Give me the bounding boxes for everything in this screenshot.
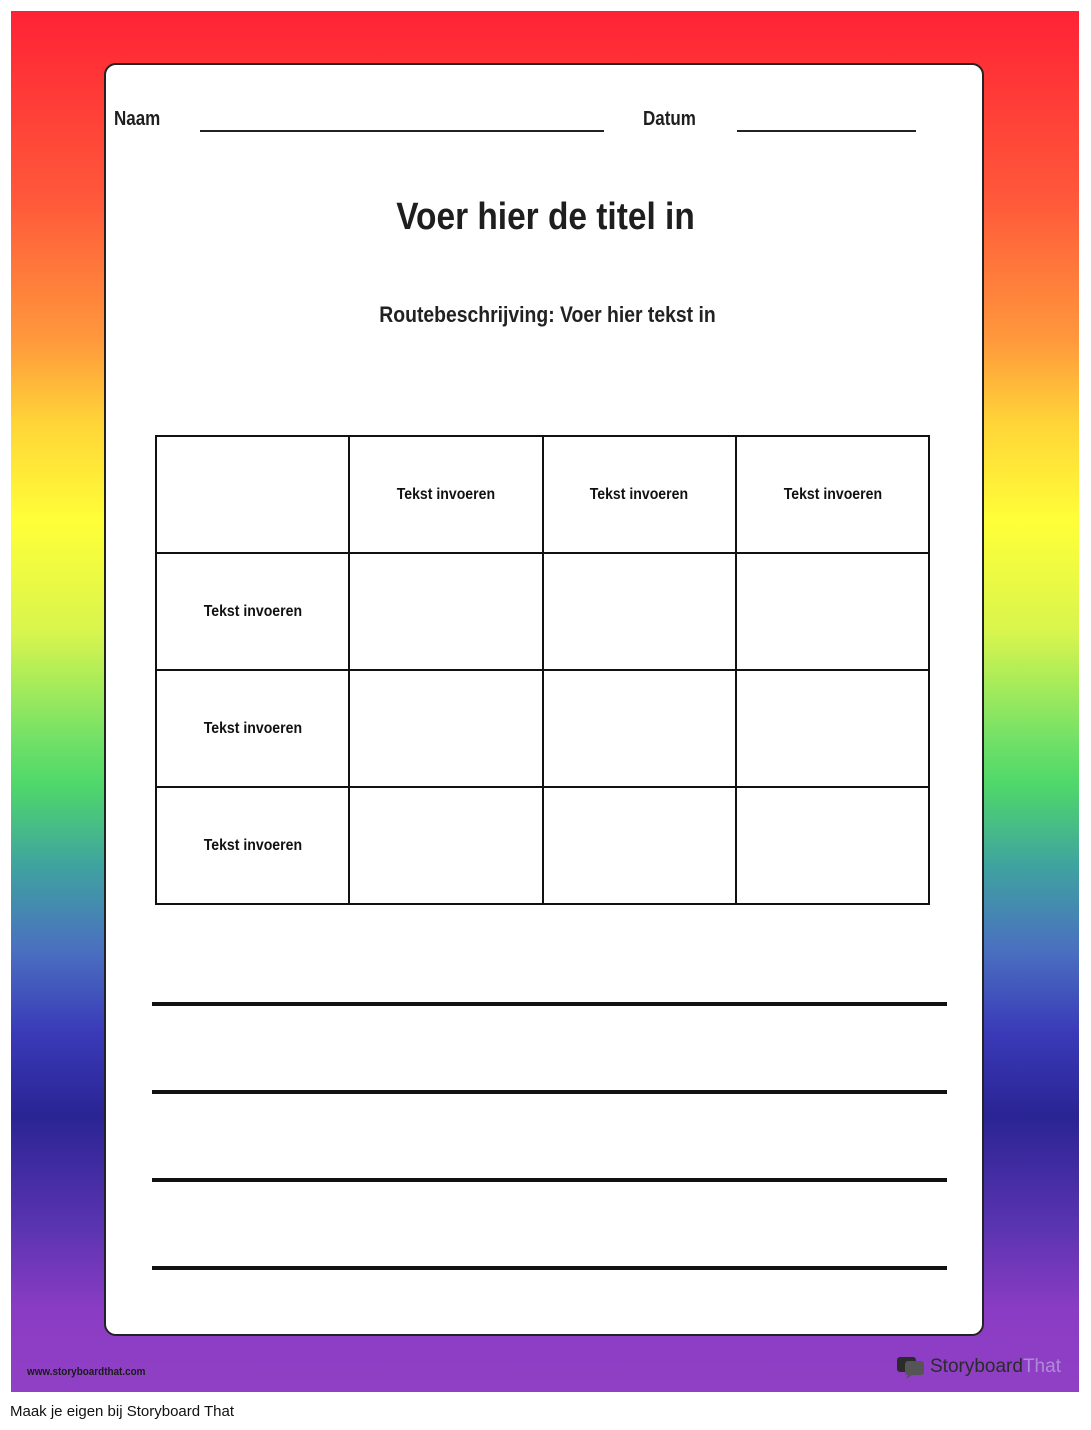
table-corner-cell[interactable] <box>156 436 349 553</box>
table-row-header-cell[interactable]: Tekst invoeren <box>156 787 349 904</box>
table-cell[interactable] <box>736 670 929 787</box>
writing-line[interactable] <box>152 1090 947 1094</box>
worksheet-table <box>155 435 930 905</box>
table-header-row <box>156 436 929 553</box>
storyboardthat-logo[interactable] <box>896 1354 1061 1380</box>
caption-text[interactable]: Maak je eigen bij Storyboard That <box>10 1403 235 1420</box>
table-cell[interactable] <box>736 553 929 670</box>
table-cell[interactable] <box>349 787 542 904</box>
table-row <box>156 670 929 787</box>
date-label: Datum <box>643 108 696 130</box>
table-row-header-cell[interactable]: Tekst invoeren <box>156 670 349 787</box>
table-header-cell[interactable]: Tekst invoeren <box>543 436 736 553</box>
table-cell[interactable] <box>543 670 736 787</box>
worksheet-title[interactable]: Voer hier de titel in <box>396 196 695 238</box>
directions-text[interactable]: Routebeschrijving: Voer hier tekst in <box>379 302 716 327</box>
table-header-cell[interactable]: Tekst invoeren <box>349 436 542 553</box>
writing-line[interactable] <box>152 1002 947 1006</box>
table-row <box>156 553 929 670</box>
speech-bubble-icon <box>896 1355 926 1379</box>
table-cell[interactable] <box>543 553 736 670</box>
table-cell[interactable] <box>543 787 736 904</box>
table-header-cell[interactable]: Tekst invoeren <box>736 436 929 553</box>
table-cell[interactable] <box>349 553 542 670</box>
table-cell[interactable] <box>736 787 929 904</box>
table-row <box>156 787 929 904</box>
table-row-header-cell[interactable]: Tekst invoeren <box>156 553 349 670</box>
date-field[interactable] <box>737 130 916 132</box>
name-label: Naam <box>114 108 161 130</box>
brand-name: StoryboardThat <box>930 1356 1061 1377</box>
writing-line[interactable] <box>152 1178 947 1182</box>
footer-url[interactable]: www.storyboardthat.com <box>27 1366 146 1378</box>
table-cell[interactable] <box>349 670 542 787</box>
writing-line[interactable] <box>152 1266 947 1270</box>
name-field[interactable] <box>200 130 604 132</box>
